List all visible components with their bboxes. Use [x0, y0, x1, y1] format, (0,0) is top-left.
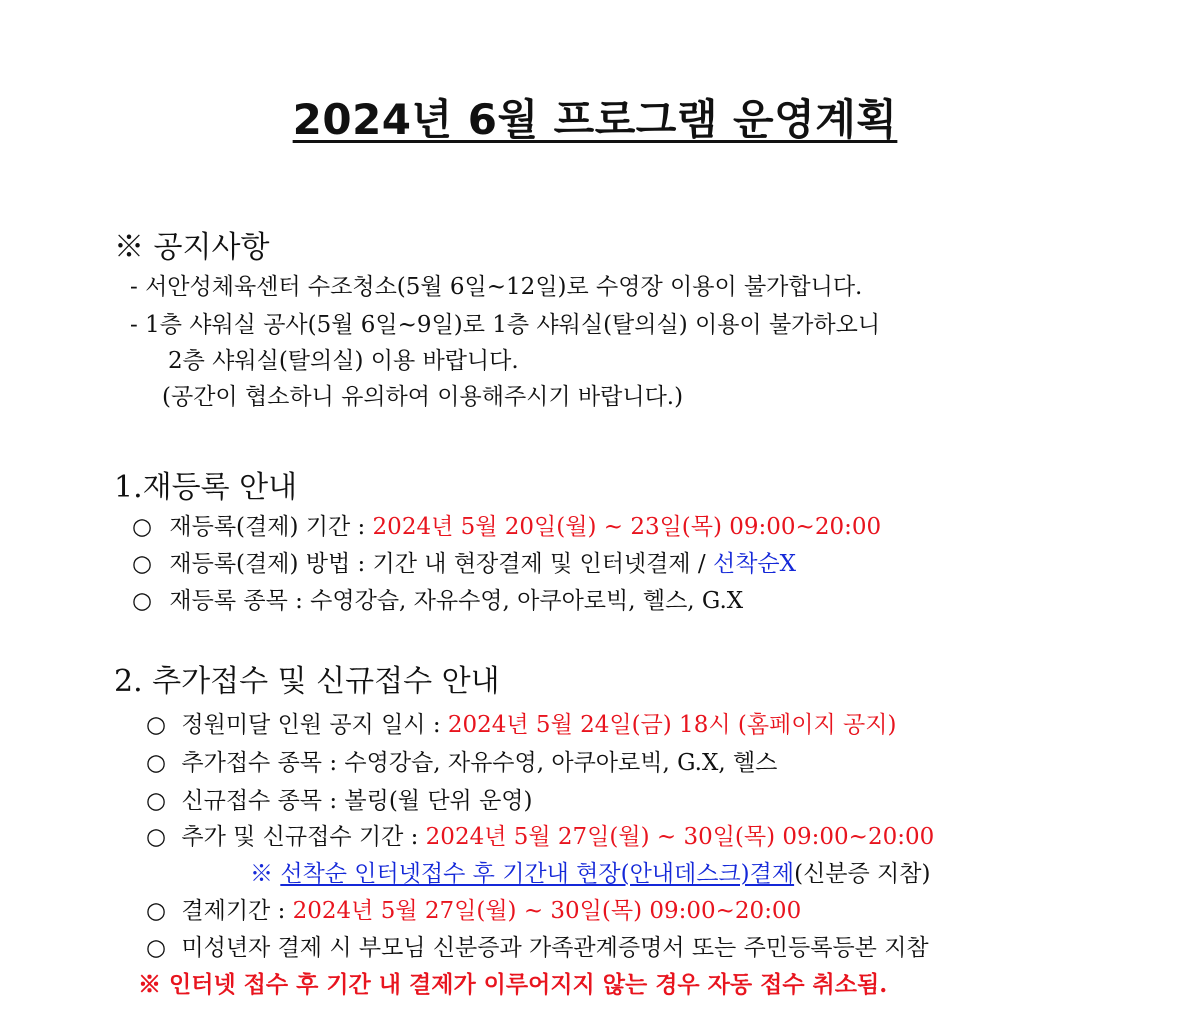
- bullet: ○: [146, 712, 167, 738]
- note-link[interactable]: 선착순 인터넷접수 후 기간내 현장(안내데스크)결제: [280, 861, 795, 887]
- notice-item-2-line-1: - 1층 샤워실 공사(5월 6일~9일)로 1층 샤워실(탈의실) 이용이 불가하오니: [130, 312, 881, 338]
- notice-item-2-line-2: 2층 샤워실(탈의실) 이용 바랍니다.: [168, 348, 519, 374]
- pay-period: [146, 892, 801, 925]
- apply-note: [250, 855, 930, 888]
- bullet: ○: [132, 514, 153, 540]
- reg-items-text: 재등록 종목 : 수영강습, 자유수영, 아쿠아로빅, 헬스, G.X: [169, 588, 744, 614]
- reg-items: [132, 582, 743, 615]
- minor-notice-text: 미성년자 결제 시 부모님 신분증과 가족관계증명서 또는 주민등록등본 지참: [181, 935, 929, 961]
- notice-heading: ※ 공지사항: [114, 230, 270, 265]
- reg-period-value: 2024년 5월 20일(월) ~ 23일(목) 09:00~20:00: [372, 514, 882, 540]
- extra-items-text: 추가접수 종목 : 수영강습, 자유수영, 아쿠아로빅, G.X, 헬스: [181, 750, 778, 776]
- cancel-warning: ※ 인터넷 접수 후 기간 내 결제가 이루어지지 않는 경우 자동 접수 취소됨.: [138, 971, 888, 998]
- section2-heading: 2. 추가접수 및 신규접수 안내: [114, 664, 500, 699]
- notice-item-1: - 서안성체육센터 수조청소(5월 6일~12일)로 수영장 이용이 불가합니다.: [130, 274, 863, 300]
- bullet: ○: [146, 824, 167, 850]
- extra-items: [146, 744, 777, 777]
- apply-period-label: 추가 및 신규접수 기간 :: [181, 824, 426, 850]
- bullet: ○: [146, 750, 167, 776]
- new-items: [146, 782, 532, 815]
- section1-heading: 1.재등록 안내: [114, 470, 298, 505]
- reg-period: [132, 508, 881, 541]
- reg-method-value: 선착순X: [713, 551, 797, 577]
- reg-method: [132, 545, 796, 578]
- note-tail: (신분증 지참): [794, 861, 931, 887]
- announce-time: [146, 706, 896, 739]
- bullet: ○: [146, 788, 167, 814]
- minor-notice: [146, 929, 929, 962]
- announce-label: 정원미달 인원 공지 일시 :: [181, 712, 448, 738]
- bullet: ○: [146, 935, 167, 961]
- pay-period-value: 2024년 5월 27일(월) ~ 30일(목) 09:00~20:00: [292, 898, 802, 924]
- new-items-text: 신규접수 종목 : 볼링(월 단위 운영): [181, 788, 533, 814]
- note-mark: ※: [250, 861, 281, 887]
- notice-item-2-line-3: (공간이 협소하니 유의하여 이용해주시기 바랍니다.): [162, 384, 684, 410]
- bullet: ○: [146, 898, 167, 924]
- announce-value: 2024년 5월 24일(금) 18시 (홈페이지 공지): [447, 712, 897, 738]
- apply-period-value: 2024년 5월 27일(월) ~ 30일(목) 09:00~20:00: [425, 824, 935, 850]
- pay-period-label: 결제기간 :: [181, 898, 293, 924]
- page-title: [0, 92, 1190, 148]
- apply-period: [146, 818, 934, 851]
- reg-method-label: 재등록(결제) 방법 : 기간 내 현장결제 및 인터넷결제 /: [169, 551, 713, 577]
- reg-period-label: 재등록(결제) 기간 :: [169, 514, 373, 540]
- bullet: ○: [132, 551, 153, 577]
- bullet: ○: [132, 588, 153, 614]
- page-title-text: 2024년 6월 프로그램 운영계획: [292, 95, 898, 144]
